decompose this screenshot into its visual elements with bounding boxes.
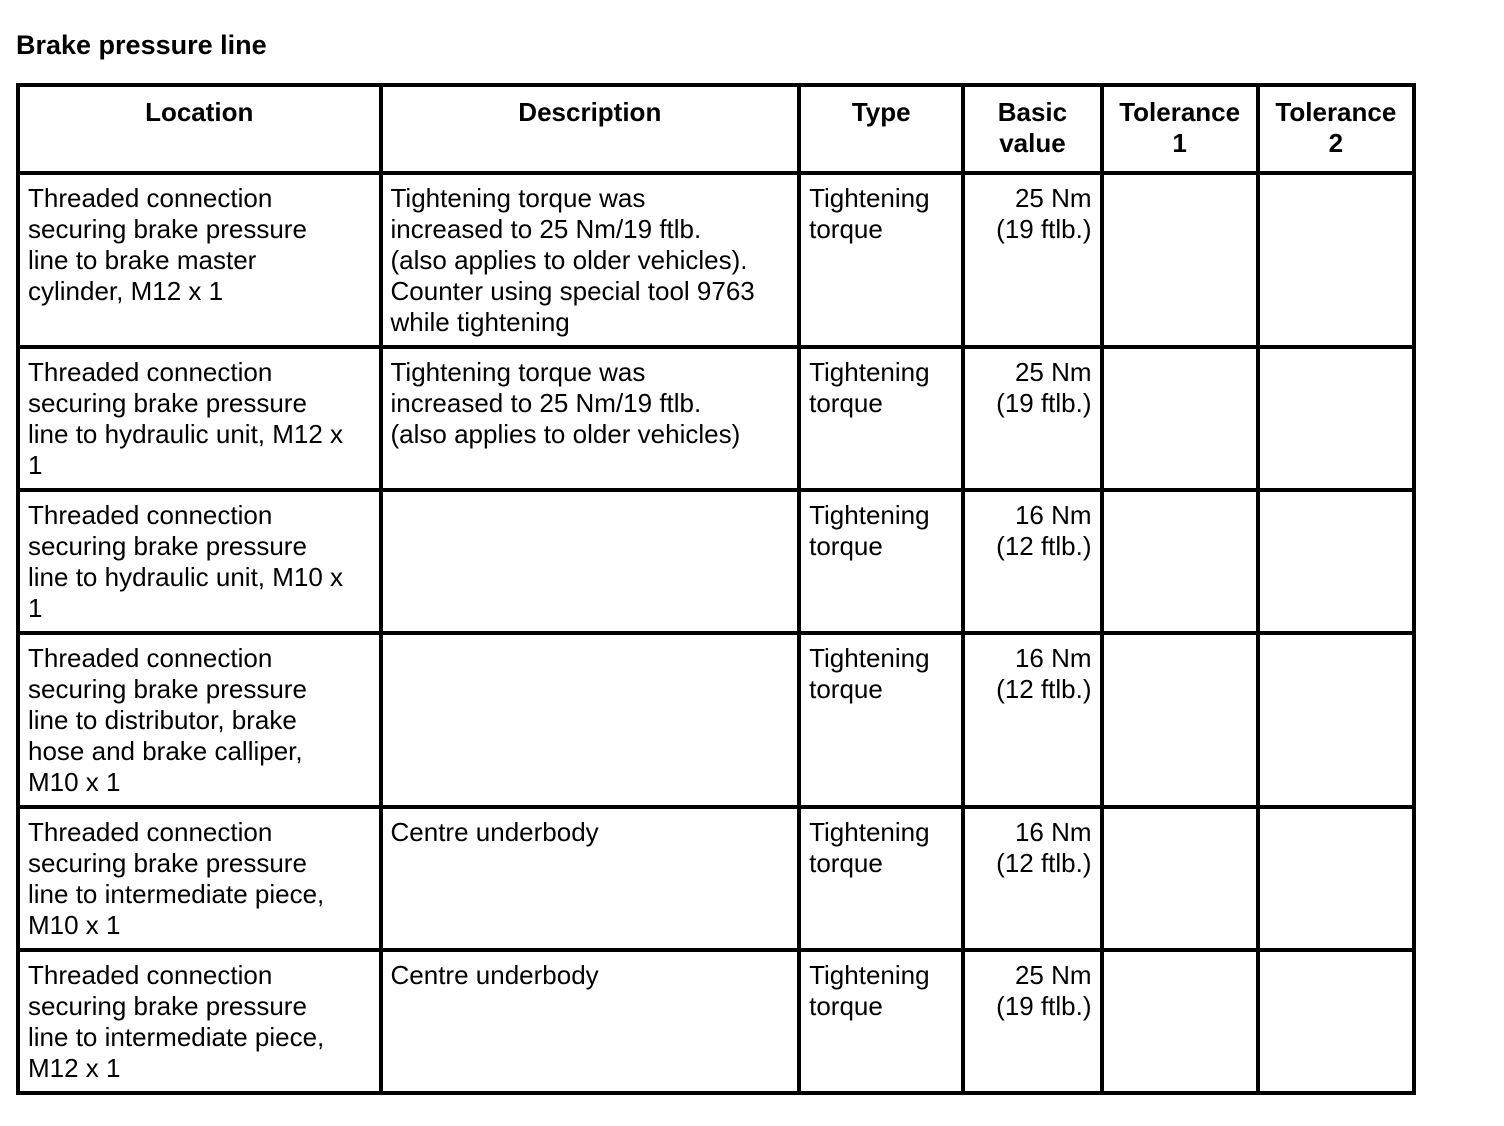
header-location: Location [18,85,381,173]
cell-tolerance-1 [1102,633,1258,807]
cell-location-line: securing brake pressure [28,214,307,244]
cell-type-line: torque [809,848,883,878]
cell-tolerance-1 [1102,950,1258,1093]
cell-location [18,490,381,633]
cell-tolerance-1 [1102,807,1258,950]
cell-description [381,950,800,1093]
cell-location-line: Threaded connection [28,643,273,673]
cell-location-line: 1 [28,450,43,480]
table-row [18,807,1414,950]
header-tolerance-2: Tolerance 2 [1258,85,1414,173]
cell-description [381,633,800,807]
cell-location-line: line to intermediate piece, [28,1022,325,1052]
cell-description-line: (also applies to older vehicles) [390,419,741,449]
cell-type [799,633,963,807]
torque-spec-table [16,83,1416,1095]
header-type: Type [799,85,963,173]
cell-type-line: Tightening [809,817,930,847]
cell-location-line: securing brake pressure [28,991,307,1021]
cell-type-line: torque [809,388,883,418]
cell-location [18,950,381,1093]
cell-tolerance-1 [1102,347,1258,490]
cell-location-line: Threaded connection [28,960,273,990]
cell-location-line: hose and brake calliper, [28,736,303,766]
cell-location-line: M10 x 1 [28,910,121,940]
cell-basic-value-line: (12 ftlb.) [996,848,1092,878]
table-body [18,173,1414,1093]
cell-type [799,347,963,490]
header-description: Description [381,85,800,173]
cell-type-line: Tightening [809,357,930,387]
cell-description [381,173,800,347]
cell-type-line: Tightening [809,643,930,673]
table-row [18,173,1414,347]
cell-location-line: line to hydraulic unit, M12 x [28,419,344,449]
cell-basic-value-line: 16 Nm [1014,643,1092,673]
cell-tolerance-2 [1258,490,1414,633]
cell-basic-value-line: (12 ftlb.) [996,531,1092,561]
cell-tolerance-2 [1258,807,1414,950]
cell-type [799,173,963,347]
cell-description [381,347,800,490]
cell-location-line: line to distributor, brake [28,705,297,735]
cell-basic-value-line: (19 ftlb.) [996,388,1092,418]
table-row [18,633,1414,807]
cell-location-line: cylinder, M12 x 1 [28,276,224,306]
cell-tolerance-2 [1258,173,1414,347]
table-header-row [18,85,1414,173]
cell-location-line: Threaded connection [28,817,273,847]
cell-type [799,490,963,633]
cell-location-line: Threaded connection [28,357,273,387]
cell-location-line: securing brake pressure [28,531,307,561]
cell-type-line: Tightening [809,183,930,213]
cell-basic-value-line: 25 Nm [1014,357,1092,387]
cell-location-line: securing brake pressure [28,848,307,878]
cell-tolerance-1 [1102,490,1258,633]
cell-description-line: Tightening torque was [390,357,646,387]
header-tolerance-1: Tolerance 1 [1102,85,1258,173]
cell-description [381,490,800,633]
cell-basic-value [963,950,1101,1093]
cell-basic-value-line: 25 Nm [1014,960,1092,990]
cell-description-line: while tightening [390,307,570,337]
cell-location [18,347,381,490]
cell-basic-value [963,173,1101,347]
cell-location-line: securing brake pressure [28,388,307,418]
cell-location-line: Threaded connection [28,183,273,213]
cell-basic-value-line: (12 ftlb.) [996,674,1092,704]
cell-tolerance-2 [1258,347,1414,490]
cell-basic-value-line: 16 Nm [1014,500,1092,530]
cell-location [18,633,381,807]
cell-location-line: 1 [28,593,43,623]
cell-type-line: torque [809,214,883,244]
cell-description-line: Centre underbody [390,817,599,847]
cell-type-line: Tightening [809,960,930,990]
cell-basic-value-line: 25 Nm [1014,183,1092,213]
page-title: Brake pressure line [16,30,267,60]
cell-location-line: M10 x 1 [28,767,121,797]
cell-location-line: M12 x 1 [28,1053,121,1083]
table-row [18,490,1414,633]
cell-basic-value [963,633,1101,807]
cell-location-line: line to hydraulic unit, M10 x [28,562,344,592]
header-basic-value: Basic value [963,85,1101,173]
cell-description-line: increased to 25 Nm/19 ftlb. [390,214,702,244]
cell-description-line: (also applies to older vehicles). [390,245,748,275]
cell-type [799,807,963,950]
cell-tolerance-2 [1258,633,1414,807]
cell-basic-value-line: (19 ftlb.) [996,214,1092,244]
cell-basic-value-line: 16 Nm [1014,817,1092,847]
cell-basic-value [963,490,1101,633]
cell-type-line: Tightening [809,500,930,530]
table-row [18,347,1414,490]
cell-description [381,807,800,950]
cell-tolerance-1 [1102,173,1258,347]
cell-description-line: Tightening torque was [390,183,646,213]
cell-description-line: increased to 25 Nm/19 ftlb. [390,388,702,418]
cell-location [18,173,381,347]
cell-type-line: torque [809,531,883,561]
cell-basic-value-line: (19 ftlb.) [996,991,1092,1021]
cell-basic-value [963,347,1101,490]
cell-basic-value [963,807,1101,950]
cell-location [18,807,381,950]
cell-tolerance-2 [1258,950,1414,1093]
cell-description-line: Centre underbody [390,960,599,990]
cell-type-line: torque [809,991,883,1021]
cell-location-line: securing brake pressure [28,674,307,704]
table-row [18,950,1414,1093]
cell-location-line: line to intermediate piece, [28,879,325,909]
cell-location-line: line to brake master [28,245,257,275]
cell-type-line: torque [809,674,883,704]
cell-description-line: Counter using special tool 9763 [390,276,755,306]
cell-location-line: Threaded connection [28,500,273,530]
cell-type [799,950,963,1093]
